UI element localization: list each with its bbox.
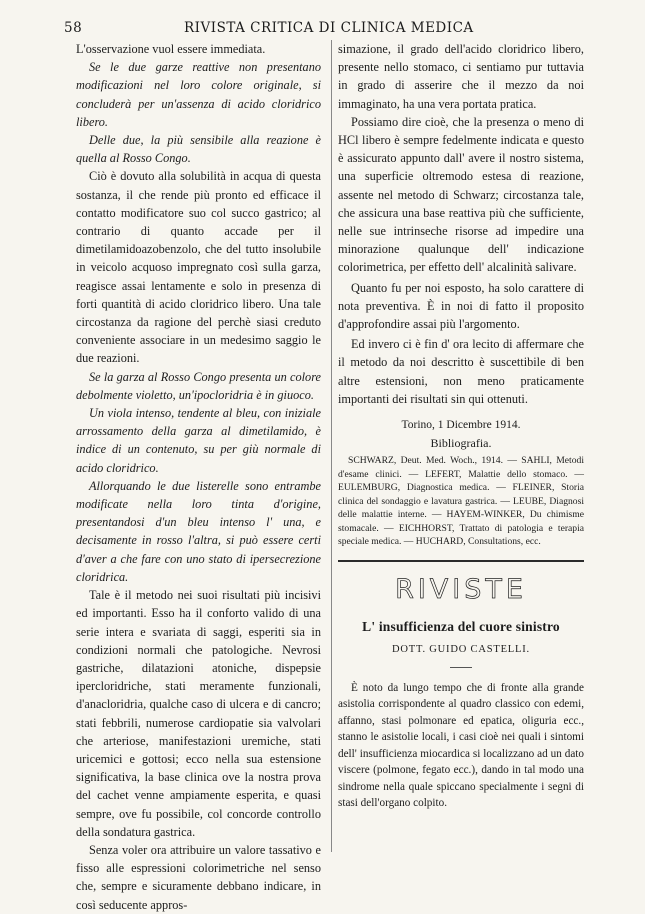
paragraph: Ed invero ci è fin d' ora lecito di affermare che il metodo da noi descritto è suscettibile di ben altre estensioni, non meno praticamente importanti dei risultati sin qui ottenuti.: [338, 337, 584, 406]
paragraph: Se la garza al Rosso Congo presenta un colore debolmente violetto, un'ipocloridria è in giuoco.: [76, 369, 321, 402]
signature-date: Torino, 1 Dicembre 1914.: [401, 419, 521, 432]
paragraph: Se le due garze reattive non presentano modificazioni nel loro colore originale, si concluderà per un'assenza di acido cloridrico libero.: [76, 60, 321, 129]
paragraph: Tale è il metodo nei suoi risultati più incisivi ed importanti. Esso ha il conforto valido di una serie intera e svariata di saggi, esperiti sia in condizioni normali che patologiche. Nevrosi gastriche, dilatazioni atoniche, dispepsie ipercloridriche, stati meramente funzionali, d'anacloridria, qualche caso di ulcera e di cancro; stati febbrili, numerose cardiopatie sia valvolari che arteriose, manifestazioni uremiche, stati uricemici e gottosi; ecco nella sua estensione significativa, la base clinica ove la nostra prova del cachet venne ampiamente esperita, e quasi sempre, ove fu possibile, col concorde controllo della sondatura gastrica.: [76, 588, 321, 839]
article-title: L' insufficienza del cuore sinistro: [362, 619, 560, 635]
paragraph: simazione, il grado dell'acido cloridrico libero, presente nello stomaco, ci sentiamo pur tuttavia in grado di asserire che il mezzo da noi immaginato, ha una vera portata pratica.: [338, 42, 584, 111]
paragraph: Quanto fu per noi esposto, ha solo carattere di nota preventiva. È in noi di fatto il proposito d'approfondire assai più l'argomento.: [338, 280, 584, 332]
paragraph: Ciò è dovuto alla solubilità in acqua di questa sostanza, il che rende più pronto ed efficace il contatto modificatore suo col succo gastrico; al contrario di quanto accade per il dimetilamidoazobenzolo, che del tutto insolubile in veicolo acquoso impregnato così sulla garza, reagisce assai lentamente e solo in presenza di forti quantità di acido cloridrico libero. Una tale circostanza da ragione del perchè siasi creduto conveniente associare in un medesimo saggio le due reazioni.: [76, 169, 321, 366]
paragraph: Delle due, la più sensibile alla reazione è quella al Rosso Congo.: [76, 133, 321, 166]
column-divider: [331, 40, 332, 852]
running-header: [64, 20, 612, 42]
article-author: DOTT. GUIDO CASTELLI.: [392, 643, 530, 655]
left-column: [76, 40, 321, 914]
title-rule: [450, 667, 472, 668]
paragraph: L'osservazione vuol essere immediata.: [76, 42, 266, 56]
paragraph: Senza voler ora attribuire un valore tassativo e fisso alle espressioni colorimetriche nel senso che, sempre e sicuramente debbano indicare, in così seducente appros-: [76, 842, 321, 912]
section-heading: RIVISTE: [395, 574, 527, 606]
article-paragraph: È noto da lungo tempo che di fronte alla grande asistolia corrispondente al quadro classico con edemi, affanno, stasi polmonare ed epatica, oliguria ecc., stanno le asistolie locali, i casi cioè nei quali i sintomi dell' insufficienza miocardica si localizzano ad un dato viscere (polmone, fegato ecc.), dando in tal modo una sindrome nella quale spiccano specialmente i segni di stasi dell'organo colpito.: [338, 681, 584, 810]
page-number: 58: [64, 20, 83, 36]
section-divider: [338, 560, 584, 562]
right-column: [338, 40, 584, 812]
paragraph: Allorquando le due listerelle sono entrambe modificate nella loro tinta d'origine, presentandosi d'un bleu intenso l' una, e decisamente in rosso l'altra, si può essere certi d'aver a che fare con uno stato di ipersecrezione cloridrica.: [76, 478, 321, 584]
journal-title: RIVISTA CRITICA DI CLINICA MEDICA: [184, 20, 474, 36]
paragraph: Possiamo dire cioè, che la presenza o meno di HCl libero è sempre fedelmente indicata e questo è assicurato appunto dall' avere il nostro sistema, una superficie oltremodo estesa di reazione, assente nel metodo di Schwarz; circostanza tale, che assicura una base reattiva più che sufficiente, nelle sue intrinseche risorse ad impedire una minorazione qualunque dell' indicazione colorimetrica, per effetto dell' alcalinità salivare.: [338, 114, 584, 275]
paragraph: Un viola intenso, tendente al bleu, con iniziale arrossamento della garza al dimetilamido, è indice di un contenuto, su per giù normale di acido cloridrico.: [76, 406, 321, 475]
bibliography-heading: Bibliografia.: [430, 436, 492, 451]
bibliography-list: SCHWARZ, Deut. Med. Woch., 1914. — SAHLI, Metodi d'esame clinici. — LEFERT, Malattie dello stomaco. — EULEMBURG, Diagnostica medica. — FLEINER, Storia clinica del sondaggio e lavatura gastrica. — LEUBE, Diagnosi delle malattie interne. — HAYEM-WINKER, Du chimisme stomacale. — EICHHORST, Trattato di patologia e terapia speciale medica. — HUCHARD, Consultations, ecc.: [338, 455, 584, 547]
